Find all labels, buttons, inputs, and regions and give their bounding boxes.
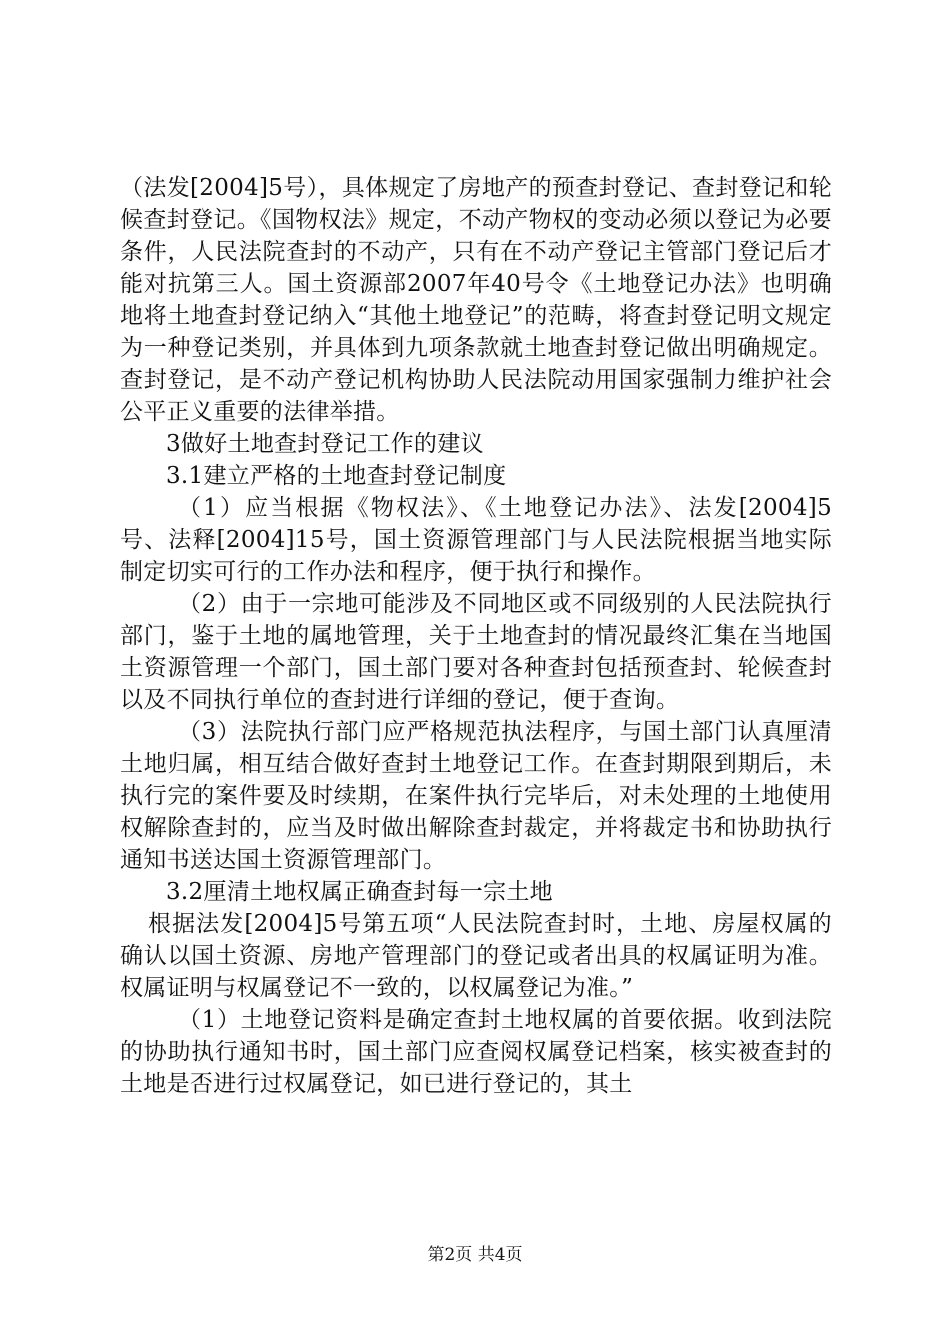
paragraph-item-1-b: （1）土地登记资料是确定查封土地权属的首要依据。收到法院的协助执行通知书时，国土部门应查阅权属登记档案，核实被查封的土地是否进行过权属登记，如已进行登记的，其土 bbox=[120, 1007, 832, 1097]
paragraph-registration-law: （法发[2004]5号），具体规定了房地产的预查封登记、查封登记和轮候查封登记。《国物权法》规定，不动产物权的变动必须以登记为必要条件，人民法院查封的不动产，只有在不动产登记主管部门登记后才能对抗第三人。国土资源部2007年40号令《土地登记办法》也明确地将土地查封登记纳入“其他土地登记”的范畴，将查封登记明文规定为一种登记类别，并具体到九项条款就土地查封登记做出明确规定。查封登记，是不动产登记机构协助人民法院动用国家强制力维护社会公平正义重要的法律举措。 bbox=[120, 175, 832, 425]
paragraph-item-1: （1）应当根据《物权法》、《土地登记办法》、法发[2004]5号、法释[2004]15号，国土资源管理部门与人民法院根据当地实际制定切实可行的工作办法和程序，便于执行和操作。 bbox=[120, 495, 832, 585]
heading-section-3-2: 3.2厘清土地权属正确查封每一宗土地 bbox=[166, 879, 553, 905]
paragraph-item-3: （3）法院执行部门应严格规范执法程序，与国土部门认真厘清土地归属，相互结合做好查封土地登记工作。在查封期限到期后，未执行完的案件要及时续期，在案件执行完毕后，对未处理的土地使用权解除查封的，应当及时做出解除查封裁定，并将裁定书和协助执行通知书送达国土资源管理部门。 bbox=[120, 719, 832, 873]
body-text bbox=[120, 172, 832, 1100]
heading-section-3: 3做好土地查封登记工作的建议 bbox=[166, 431, 484, 457]
heading-section-3-1: 3.1建立严格的土地查封登记制度 bbox=[166, 463, 507, 489]
page-footer: 第2页 共4页 bbox=[427, 1245, 523, 1265]
paragraph-quote: 根据法发[2004]5号第五项“人民法院查封时，土地、房屋权属的确认以国土资源、房地产管理部门的登记或者出具的权属证明为准。权属证明与权属登记不一致的，以权属登记为准。” bbox=[120, 911, 832, 1001]
paragraph-item-2: （2）由于一宗地可能涉及不同地区或不同级别的人民法院执行部门，鉴于土地的属地管理，关于土地查封的情况最终汇集在当地国土资源管理一个部门，国土部门要对各种查封包括预查封、轮候查封以及不同执行单位的查封进行详细的登记，便于查询。 bbox=[120, 591, 832, 713]
